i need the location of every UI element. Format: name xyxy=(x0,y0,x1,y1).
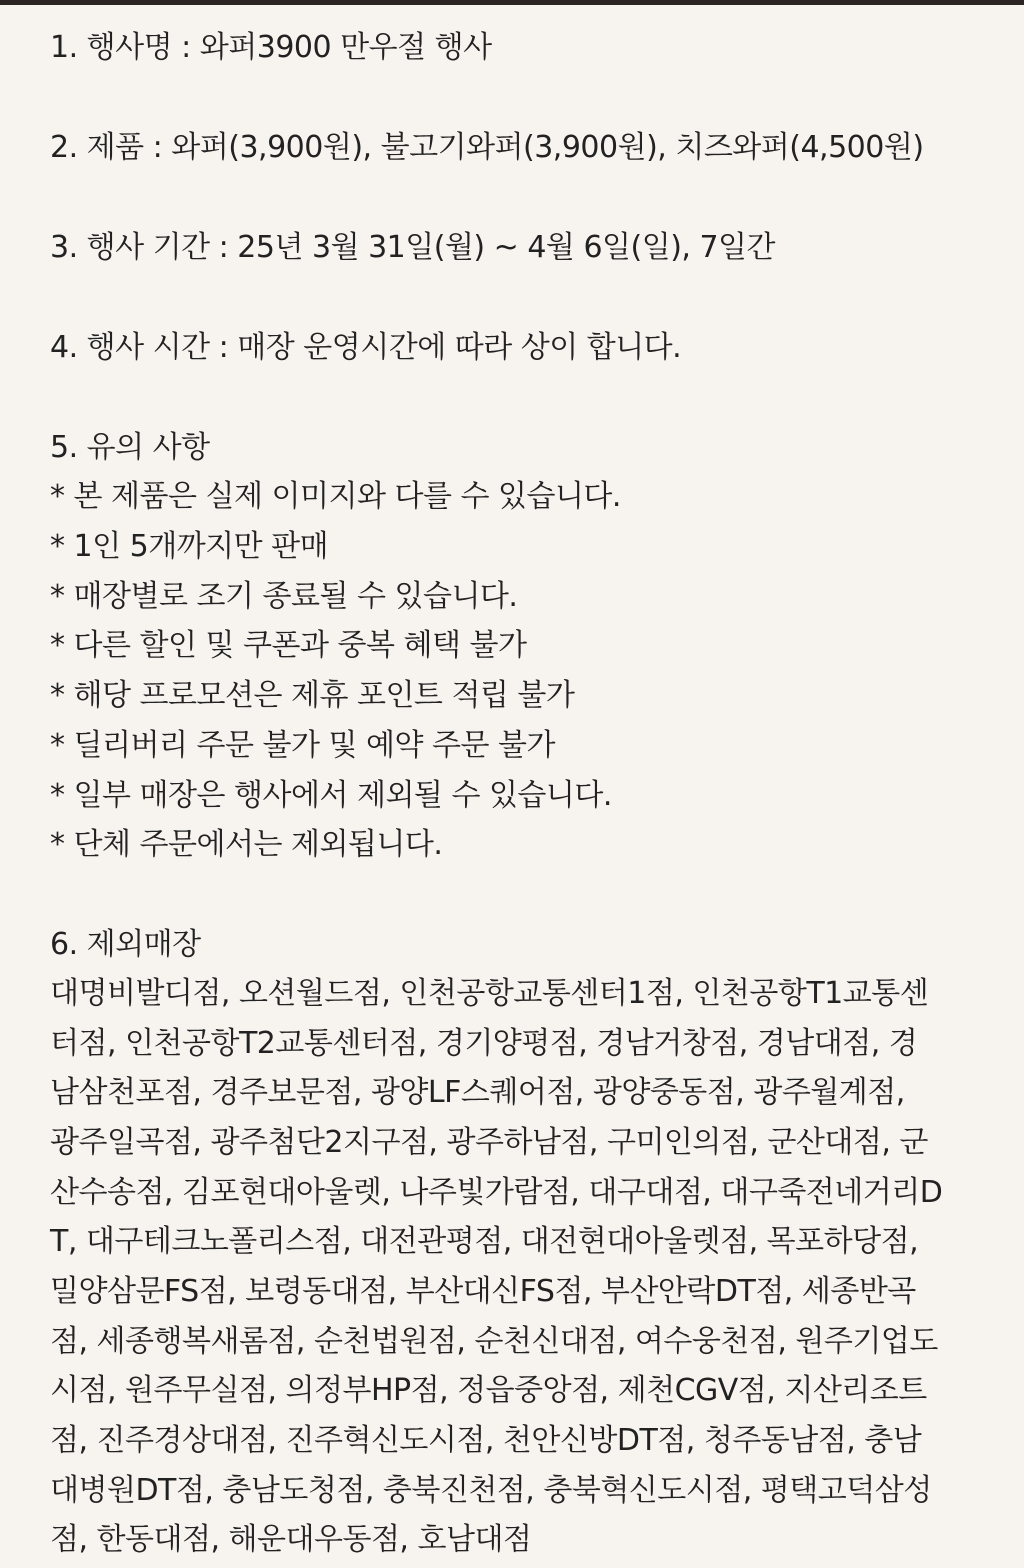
excluded-stores-line: 남삼천포점, 경주보문점, 광양LF스퀘어점, 광양중동점, 광주월계점, xyxy=(50,1075,905,1110)
excluded-stores-line: 광주일곡점, 광주첨단2지구점, 광주하남점, 구미인의점, 군산대점, 군 xyxy=(50,1125,928,1160)
excluded-stores-line: 시점, 원주무실점, 의정부HP점, 정읍중앙점, 제천CGV점, 지산리조트 xyxy=(50,1373,927,1408)
excluded-stores-line: 터점, 인천공항T2교통센터점, 경기양평점, 경남거창점, 경남대점, 경 xyxy=(50,1026,918,1061)
excluded-stores-line: 산수송점, 김포현대아울렛, 나주빛가람점, 대구대점, 대구죽전네거리D xyxy=(50,1175,943,1210)
excluded-stores-line: 점, 한동대점, 해운대우동점, 호남대점 xyxy=(50,1522,532,1557)
notes-heading: 5. 유의 사항 xyxy=(50,430,210,465)
excluded-stores-line: T, 대구테크노폴리스점, 대전관평점, 대전현대아울렛점, 목포하당점, xyxy=(50,1224,919,1259)
excluded-stores-line: 대명비발디점, 오션월드점, 인천공항교통센터1점, 인천공항T1교통센 xyxy=(50,976,929,1011)
note-item: * 딜리버리 주문 불가 및 예약 주문 불가 xyxy=(50,728,555,763)
note-item: * 1인 5개까지만 판매 xyxy=(50,529,329,564)
note-item: * 매장별로 조기 종료될 수 있습니다. xyxy=(50,579,518,614)
excluded-stores-line: 밀양삼문FS점, 보령동대점, 부산대신FS점, 부산안락DT점, 세종반곡 xyxy=(50,1274,916,1309)
top-edge-bar xyxy=(0,0,1024,5)
event-time-line: 4. 행사 시간 : 매장 운영시간에 따라 상이 합니다. xyxy=(50,330,682,365)
products-line: 2. 제품 : 와퍼(3,900원), 불고기와퍼(3,900원), 치즈와퍼(4,500원) xyxy=(50,130,924,165)
note-item: * 본 제품은 실제 이미지와 다를 수 있습니다. xyxy=(50,479,621,514)
note-item: * 해당 프로모션은 제휴 포인트 적립 불가 xyxy=(50,678,575,713)
note-item: * 단체 주문에서는 제외됩니다. xyxy=(50,827,443,862)
event-period-line: 3. 행사 기간 : 25년 3월 31일(월) ~ 4월 6일(일), 7일간 xyxy=(50,230,776,265)
excluded-stores-line: 대병원DT점, 충남도청점, 충북진천점, 충북혁신도시점, 평택고덕삼성 xyxy=(50,1473,932,1508)
note-item: * 다른 할인 및 쿠폰과 중복 혜택 불가 xyxy=(50,628,527,663)
excluded-stores-heading: 6. 제외매장 xyxy=(50,927,201,962)
excluded-stores-line: 점, 세종행복새롬점, 순천법원점, 순천신대점, 여수웅천점, 원주기업도 xyxy=(50,1324,938,1359)
excluded-stores-line: 점, 진주경상대점, 진주혁신도시점, 천안신방DT점, 청주동남점, 충남 xyxy=(50,1423,922,1458)
note-item: * 일부 매장은 행사에서 제외될 수 있습니다. xyxy=(50,778,612,813)
event-name-line: 1. 행사명 : 와퍼3900 만우절 행사 xyxy=(50,30,492,65)
